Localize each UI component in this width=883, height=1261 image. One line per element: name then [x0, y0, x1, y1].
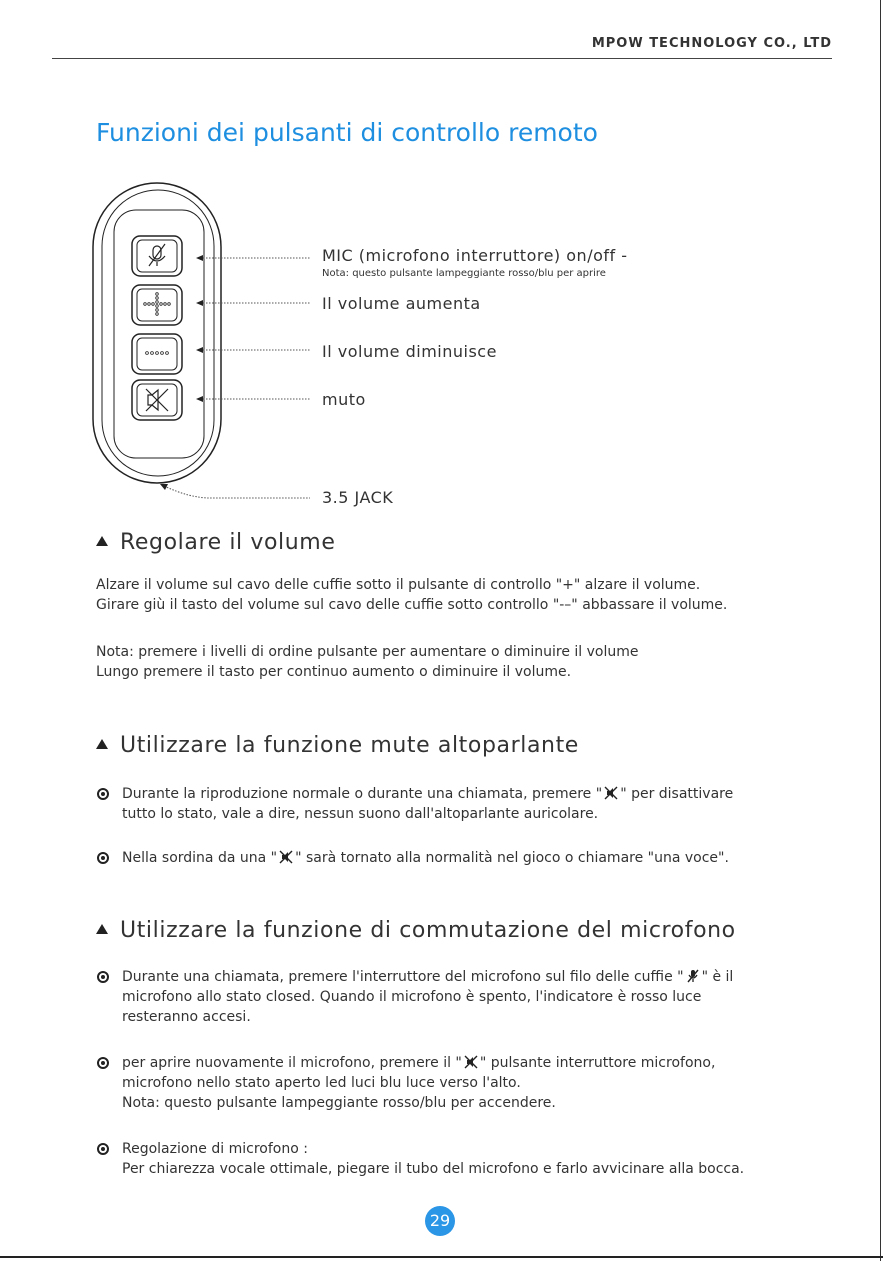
page-number-badge: 29	[425, 1206, 455, 1236]
volume-line-4: Lungo premere il tasto per continuo aumento o diminuire il volume.	[96, 664, 572, 680]
mute-icon	[604, 786, 618, 800]
mic-bullet-3-line-2: Per chiarezza vocale ottimale, piegare il tubo del microfono e farlo avvicinare alla bocca.	[122, 1161, 745, 1177]
volume-line-2: Girare giù il tasto del volume sul cavo delle cuffie sotto controllo "-–" abbassare il volume.	[96, 597, 728, 613]
page-edge	[880, 0, 881, 1261]
mic-bullet-1: Durante una chiamata, premere l'interruttore del microfono sul filo delle cuffie " " è il	[122, 969, 734, 985]
bullet-icon	[97, 788, 109, 800]
mic-bullet-2: per aprire nuovamente il microfono, premere il " " pulsante interruttore microfono,	[122, 1055, 716, 1071]
section-heading-mute: Utilizzare la funzione mute altoparlante	[96, 733, 579, 758]
page-header	[52, 36, 832, 59]
volume-line-3: Nota: premere i livelli di ordine pulsante per aumentare o diminuire il volume	[96, 644, 639, 660]
bullet-icon	[97, 852, 109, 864]
mute-bullet-1-line-2: tutto lo stato, vale a dire, nessun suono dall'altoparlante auricolare.	[122, 806, 599, 822]
triangle-icon	[96, 739, 108, 749]
mic-bullet-1-line-2: microfono allo stato closed. Quando il microfono è spento, l'indicatore è rosso luce	[122, 989, 702, 1005]
mic-note: Nota: questo pulsante lampeggiante rosso/blu per aprire	[322, 268, 606, 279]
triangle-icon	[96, 924, 108, 934]
volume-down-label: Il volume diminuisce	[322, 342, 497, 361]
bullet-icon	[97, 1143, 109, 1155]
volume-line-1: Alzare il volume sul cavo delle cuffie sotto il pulsante di controllo "+" alzare il volume.	[96, 577, 701, 593]
mic-bullet-3: Regolazione di microfono :	[122, 1141, 308, 1157]
page-title: Funzioni dei pulsanti di controllo remoto	[96, 118, 598, 147]
section-heading-mic: Utilizzare la funzione di commutazione del microfono	[96, 918, 736, 943]
bullet-icon	[97, 1057, 109, 1069]
mute-bullet-2: Nella sordina da una " " sarà tornato alla normalità nel gioco o chiamare "una voce".	[122, 850, 729, 866]
page-bottom-edge	[0, 1256, 883, 1258]
callout-leader-lines	[150, 250, 320, 510]
volume-up-label: Il volume aumenta	[322, 294, 481, 313]
mic-off-icon	[686, 969, 700, 983]
mute-bullet-1: Durante la riproduzione normale o durante una chiamata, premere " " per disattivare	[122, 786, 734, 802]
jack-label: 3.5 JACK	[322, 488, 394, 507]
mute-label: muto	[322, 390, 366, 409]
mute-icon	[279, 850, 293, 864]
mic-label: MIC (microfono interruttore) on/off -	[322, 246, 628, 265]
triangle-icon	[96, 536, 108, 546]
mic-bullet-2-line-3: Nota: questo pulsante lampeggiante rosso/blu per accendere.	[122, 1095, 556, 1111]
mic-bullet-2-line-2: microfono nello stato aperto led luci blu luce verso l'alto.	[122, 1075, 521, 1091]
bullet-icon	[97, 971, 109, 983]
mute-icon	[464, 1055, 478, 1069]
mic-bullet-1-line-3: resteranno accesi.	[122, 1009, 251, 1025]
section-heading-volume: Regolare il volume	[96, 530, 335, 555]
company-name: MPOW TECHNOLOGY CO., LTD	[591, 36, 832, 51]
